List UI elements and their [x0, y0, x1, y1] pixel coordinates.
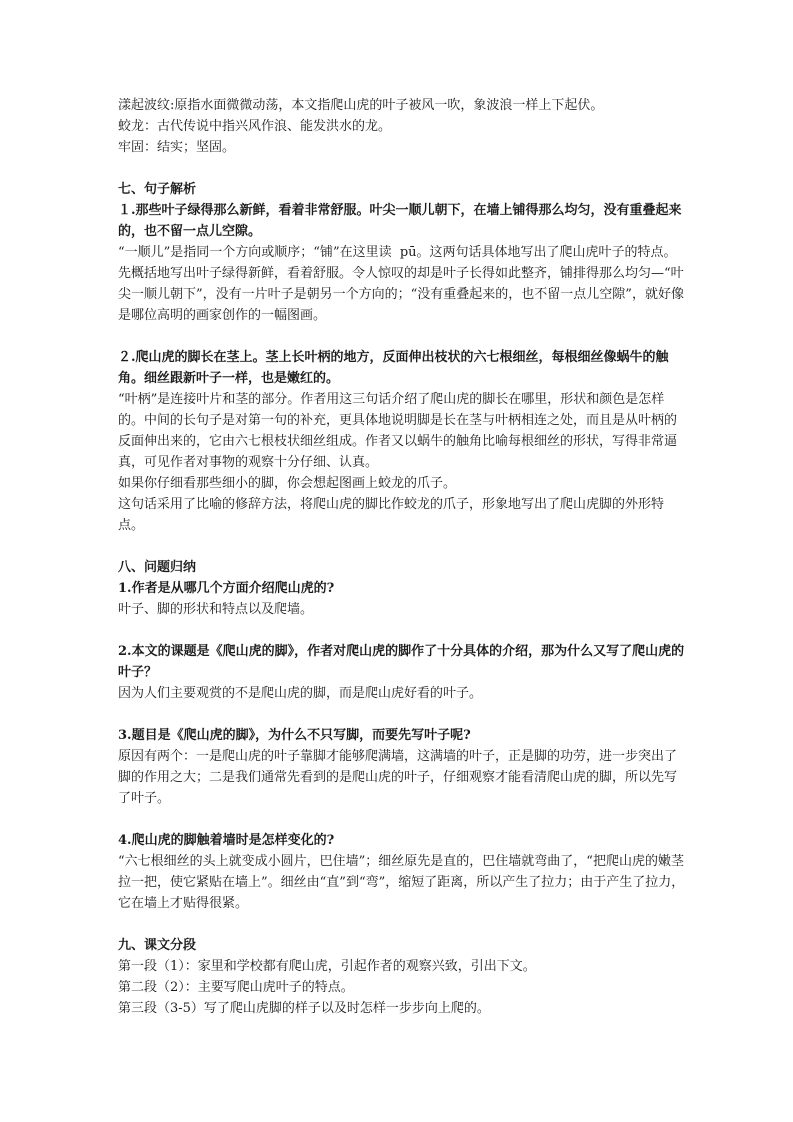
paragraph-division: 第二段（2）：主要写爬山虎叶子的特点。 [118, 980, 354, 995]
sentence-quote: ２.爬山虎的脚长在茎上。茎上长叶柄的地方，反面伸出枝状的六七根细丝，每根细丝像蜗牛的触角。细丝跟新叶子一样，也是嫩红的。 [118, 350, 669, 386]
section-heading: 七、句子解析 [118, 182, 197, 197]
section-heading: 八、问题归纳 [118, 560, 197, 575]
question: 4.爬山虎的脚触着墙时是怎样变化的? [118, 833, 335, 848]
sentence-analysis: 这句话采用了比喻的修辞方法，将爬山虎的脚比作蛟龙的爪子，形象地写出了爬山虎脚的外形特点。 [118, 497, 665, 533]
question: 1.作者是从哪几个方面介绍爬山虎的? [118, 581, 335, 596]
sentence-quote: １.那些叶子绿得那么新鲜，看着非常舒服。叶尖一顺儿朝下，在墙上铺得那么均匀，没有重叠起来的，也不留一点儿空隙。 [118, 203, 682, 239]
vocab-line: 漾起波纹:原指水面微微动荡，本文指爬山虎的叶子被风一吹，象波浪一样上下起伏。 [118, 98, 604, 113]
document-page [118, 95, 688, 1019]
answer: 叶子、脚的形状和特点以及爬墙。 [118, 602, 314, 617]
vocab-line: 蛟龙：古代传说中指兴风作浪、能发洪水的龙。 [118, 119, 392, 134]
sentence-analysis: “一顺儿”是指同一个方向或顺序；“铺”在这里读 pū。这两句话具体地写出了爬山虎叶子的特点。先概括地写出叶子绿得新鲜，看着舒服。令人惊叹的却是叶子长得如此整齐，铺排得那么均匀—“叶尖一顺儿朝下”，没有一片叶子是朝另一个方向的；“没有重叠起来的，也不留一点儿空隙”，就好像是哪位高明的画家创作的一幅图画。 [118, 245, 684, 323]
sentence-analysis: 如果你仔细看那些细小的脚，你会想起图画上蛟龙的爪子。 [118, 476, 457, 491]
sentence-analysis: “叶柄”是连接叶片和茎的部分。作者用这三句话介绍了爬山虎的脚长在哪里，形状和颜色是怎样的。中间的长句子是对第一句的补充，更具体地说明脚是长在茎与叶柄相连之处，而且是从叶柄的反面伸出来的，它由六七根枝状细丝组成。作者又以蜗牛的触角比喻每根细丝的形状，写得非常逼真，可见作者对事物的观察十分仔细、认真。 [118, 392, 678, 470]
question: 3.题目是《爬山虎的脚》，为什么不只写脚，而要先写叶子呢? [118, 728, 471, 743]
answer: 原因有两个：一是爬山虎的叶子靠脚才能够爬满墙，这满墙的叶子，正是脚的功劳，进一步突出了脚的作用之大；二是我们通常先看到的是爬山虎的叶子，仔细观察才能看清爬山虎的脚，所以先写了叶子。 [118, 749, 678, 806]
answer: “六七根细丝的头上就变成小圆片，巴住墙”；细丝原先是直的，巴住墙就弯曲了，“把爬山虎的嫩茎拉一把，使它紧贴在墙上”。细丝由“直”到“弯”，缩短了距离，所以产生了拉力；由于产生了拉力，它在墙上才贴得很紧。 [118, 854, 685, 911]
vocab-line: 牢固：结实；坚固。 [118, 140, 236, 155]
question: 2.本文的课题是《爬山虎的脚》，作者对爬山虎的脚作了十分具体的介绍，那为什么又写了爬山虎的叶子？ [118, 644, 685, 680]
section-heading: 九、课文分段 [118, 938, 197, 953]
answer: 因为人们主要观赏的不是爬山虎的脚，而是爬山虎好看的叶子。 [118, 686, 483, 701]
paragraph-division: 第三段（3-5）写了爬山虎脚的样子以及时怎样一步步向上爬的。 [118, 1001, 490, 1016]
paragraph-division: 第一段（1）：家里和学校都有爬山虎，引起作者的观察兴致，引出下文。 [118, 959, 536, 974]
